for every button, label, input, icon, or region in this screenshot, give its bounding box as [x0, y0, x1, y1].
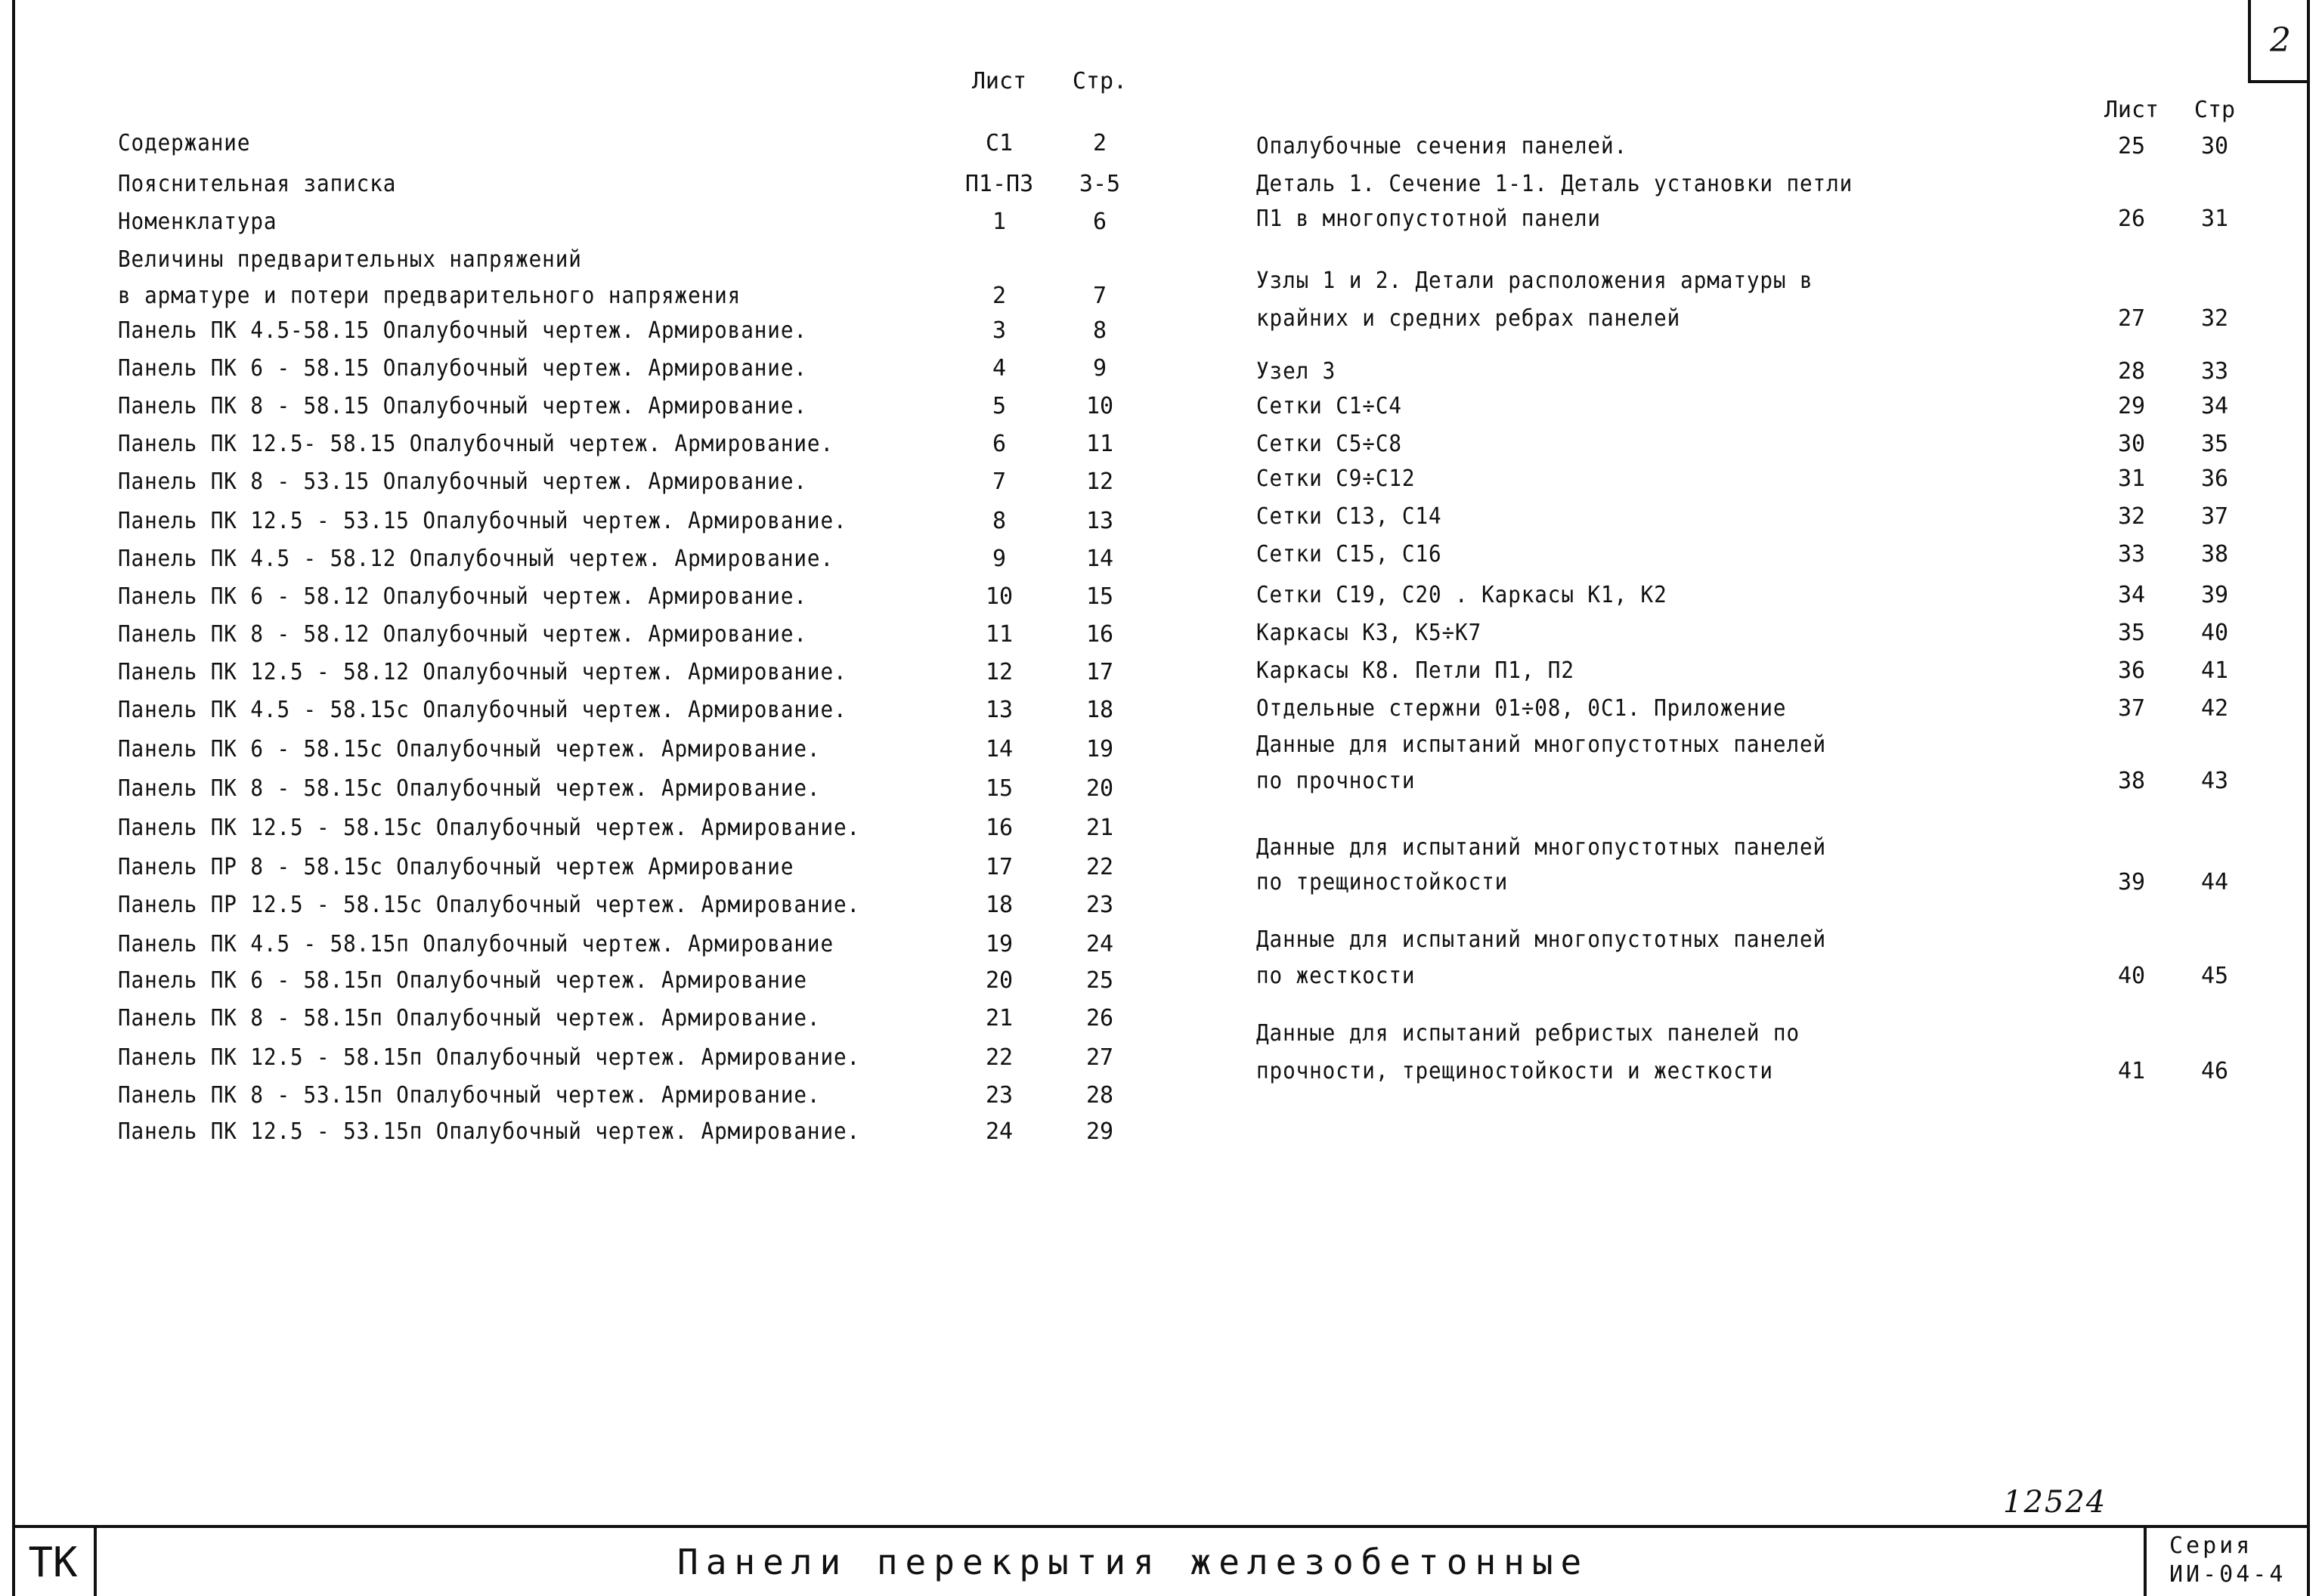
right-entry-text: Данные для испытаний ребристых панелей по: [1256, 1020, 1800, 1047]
right-entry-sheet: 26: [2117, 206, 2146, 232]
left-entry-page: 12: [1085, 469, 1114, 495]
right-entry-page: 42: [2200, 695, 2229, 722]
right-entry-sheet: 28: [2117, 358, 2146, 385]
left-entry-text: Панель ПК 12.5 - 58.15п Опалубочный чертеж. Армирование.: [118, 1044, 861, 1071]
stamp-number: 12524: [2003, 1485, 2107, 1520]
left-entry-page: 22: [1085, 854, 1114, 880]
left-entry-text: Панель ПК 4.5 - 58.15п Опалубочный чертеж. Армирование: [118, 931, 834, 957]
left-entry-sheet: П1-П3: [964, 171, 1034, 197]
left-entry-text: Панель ПК 8 - 58.15с Опалубочный чертеж. Армирование.: [118, 775, 821, 802]
right-entry-text: Сетки С19, С20 . Каркасы К1, К2: [1256, 582, 1667, 608]
right-entry-page: 33: [2200, 358, 2229, 385]
left-entry-text: Панель ПК 8 - 58.15п Опалубочный чертеж. Армирование.: [118, 1005, 821, 1032]
right-entry-page: 41: [2200, 657, 2229, 684]
right-entry-text: Данные для испытаний многопустотных панелей: [1256, 732, 1827, 758]
left-entry-page: 15: [1085, 583, 1114, 610]
left-entry-sheet: 17: [985, 854, 1014, 880]
left-entry-sheet: 10: [985, 583, 1014, 610]
left-entry-page: 18: [1085, 697, 1114, 723]
right-entry-page: 36: [2200, 466, 2229, 492]
title-block-code: ТК: [12, 1528, 97, 1596]
right-entry-text: Данные для испытаний многопустотных панелей: [1256, 834, 1827, 861]
right-entry-sheet: 31: [2117, 466, 2146, 492]
left-header-page: Стр.: [1072, 68, 1128, 94]
left-entry-page: 27: [1085, 1044, 1114, 1071]
series-value: ИИ-04-4: [2169, 1561, 2286, 1588]
right-entry-page: 35: [2200, 431, 2229, 457]
left-entry-sheet: 20: [985, 967, 1014, 994]
left-entry-text: Панель ПК 4.5 - 58.15с Опалубочный чертеж. Армирование.: [118, 697, 847, 723]
left-entry-text: Панель ПК 12.5 - 53.15п Опалубочный чертеж. Армирование.: [118, 1118, 861, 1145]
right-entry-sheet: 40: [2117, 963, 2146, 989]
right-entry-sheet: 34: [2117, 582, 2146, 608]
left-entry-text: Панель ПК 6 - 58.15с Опалубочный чертеж. Армирование.: [118, 736, 821, 762]
right-entry-sheet: 30: [2117, 431, 2146, 457]
left-entry-text: в арматуре и потери предварительного напряжения: [118, 283, 741, 309]
right-entry-page: 45: [2200, 963, 2229, 989]
left-entry-sheet: 21: [985, 1005, 1014, 1032]
right-entry-text: Сетки С9÷С12: [1256, 466, 1416, 492]
right-entry-text: Сетки С1÷С4: [1256, 393, 1402, 419]
right-entry-page: 30: [2200, 133, 2229, 159]
left-entry-text: Величины предварительных напряжений: [118, 246, 582, 273]
right-entry-text: по прочности: [1256, 768, 1416, 794]
left-entry-page: 28: [1085, 1082, 1114, 1109]
right-entry-text: Каркасы К8. Петли П1, П2: [1256, 657, 1574, 684]
right-entry-page: 34: [2200, 393, 2229, 419]
left-entry-text: Панель ПК 12.5 - 58.15с Опалубочный чертеж. Армирование.: [118, 815, 861, 841]
left-entry-page: 11: [1085, 431, 1114, 457]
left-entry-sheet: 9: [992, 546, 1007, 572]
right-entry-sheet: 37: [2117, 695, 2146, 722]
right-entry-page: 43: [2200, 768, 2229, 794]
right-entry-text: Узел 3: [1256, 358, 1336, 385]
right-entry-text: Отдельные стержни 01÷08, 0С1. Приложение: [1256, 695, 1787, 722]
left-entry-page: 26: [1085, 1005, 1114, 1032]
left-entry-page: 24: [1085, 931, 1114, 957]
right-entry-sheet: 36: [2117, 657, 2146, 684]
right-entry-page: 39: [2200, 582, 2229, 608]
left-entry-text: Номенклатура: [118, 209, 277, 235]
right-entry-sheet: 39: [2117, 869, 2146, 895]
right-entry-page: 44: [2200, 869, 2229, 895]
right-entry-page: 38: [2200, 541, 2229, 568]
left-entry-sheet: 22: [985, 1044, 1014, 1071]
left-entry-sheet: С1: [985, 130, 1014, 156]
left-entry-sheet: 3: [992, 317, 1007, 344]
right-entry-text: прочности, трещиностойкости и жесткости: [1256, 1058, 1773, 1084]
left-entry-page: 16: [1085, 621, 1114, 648]
left-entry-page: 8: [1092, 317, 1107, 344]
left-entry-text: Панель ПР 12.5 - 58.15с Опалубочный чертеж. Армирование.: [118, 892, 861, 918]
right-entry-page: 46: [2200, 1058, 2229, 1084]
left-entry-sheet: 2: [992, 283, 1007, 309]
left-entry-page: 21: [1085, 815, 1114, 841]
series-box: [2144, 1528, 2310, 1596]
right-entry-sheet: 35: [2117, 620, 2146, 646]
right-entry-text: П1 в многопустотной панели: [1256, 206, 1601, 232]
right-entry-text: Деталь 1. Сечение 1-1. Деталь установки петли: [1256, 171, 1853, 197]
right-entry-text: по жесткости: [1256, 963, 1416, 989]
left-entry-sheet: 4: [992, 355, 1007, 382]
left-entry-page: 25: [1085, 967, 1114, 994]
right-entry-sheet: 41: [2117, 1058, 2146, 1084]
left-entry-text: Содержание: [118, 130, 251, 156]
left-entry-sheet: 16: [985, 815, 1014, 841]
left-entry-page: 3-5: [1079, 171, 1121, 197]
right-entry-page: 37: [2200, 503, 2229, 530]
right-entry-page: 31: [2200, 206, 2229, 232]
left-entry-page: 19: [1085, 736, 1114, 762]
left-entry-sheet: 8: [992, 508, 1007, 534]
right-entry-page: 32: [2200, 305, 2229, 332]
left-entry-sheet: 5: [992, 393, 1007, 419]
left-entry-sheet: 15: [985, 775, 1014, 802]
right-entry-text: Опалубочные сечения панелей.: [1256, 133, 1628, 159]
right-entry-text: Сетки С5÷С8: [1256, 431, 1402, 457]
right-entry-sheet: 38: [2117, 768, 2146, 794]
left-entry-page: 2: [1092, 130, 1107, 156]
left-entry-text: Панель ПК 8 - 58.15 Опалубочный чертеж. Армирование.: [118, 393, 807, 419]
left-entry-page: 20: [1085, 775, 1114, 802]
left-entry-text: Панель ПК 8 - 58.12 Опалубочный чертеж. Армирование.: [118, 621, 807, 648]
right-header-sheet: Лист: [2104, 97, 2159, 123]
left-entry-text: Панель ПК 6 - 58.15 Опалубочный чертеж. Армирование.: [118, 355, 807, 382]
left-entry-text: Панель ПК 6 - 58.12 Опалубочный чертеж. Армирование.: [118, 583, 807, 610]
left-entry-text: Пояснительная записка: [118, 171, 397, 197]
left-entry-text: Панель ПК 4.5 - 58.12 Опалубочный чертеж. Армирование.: [118, 546, 834, 572]
left-entry-sheet: 24: [985, 1118, 1014, 1145]
left-entry-text: Панель ПК 6 - 58.15п Опалубочный чертеж. Армирование: [118, 967, 807, 994]
right-entry-text: Данные для испытаний многопустотных панелей: [1256, 926, 1827, 953]
right-entry-text: по трещиностойкости: [1256, 869, 1509, 895]
left-entry-page: 29: [1085, 1118, 1114, 1145]
left-entry-page: 14: [1085, 546, 1114, 572]
right-entry-sheet: 33: [2117, 541, 2146, 568]
left-entry-sheet: 1: [992, 209, 1007, 235]
title-block: [12, 1525, 2310, 1596]
right-entry-sheet: 32: [2117, 503, 2146, 530]
left-entry-text: Панель ПК 8 - 53.15п Опалубочный чертеж. Армирование.: [118, 1082, 821, 1109]
right-header-page: Стр: [2194, 97, 2236, 123]
right-entry-sheet: 27: [2117, 305, 2146, 332]
left-entry-sheet: 6: [992, 431, 1007, 457]
left-entry-page: 10: [1085, 393, 1114, 419]
left-entry-page: 17: [1085, 659, 1114, 685]
left-entry-text: Панель ПР 8 - 58.15с Опалубочный чертеж Армирование: [118, 854, 794, 880]
left-entry-text: Панель ПК 12.5 - 53.15 Опалубочный чертеж. Армирование.: [118, 508, 847, 534]
left-entry-sheet: 7: [992, 469, 1007, 495]
right-entry-page: 40: [2200, 620, 2229, 646]
series-label: Серия: [2169, 1533, 2253, 1559]
left-entry-text: Панель ПК 12.5 - 58.12 Опалубочный чертеж. Армирование.: [118, 659, 847, 685]
left-entry-text: Панель ПК 8 - 53.15 Опалубочный чертеж. Армирование.: [118, 469, 807, 495]
right-entry-text: Узлы 1 и 2. Детали расположения арматуры в: [1256, 268, 1813, 294]
right-entry-sheet: 29: [2117, 393, 2146, 419]
right-entry-text: Сетки С13, С14: [1256, 503, 1442, 530]
left-entry-sheet: 12: [985, 659, 1014, 685]
right-entry-text: Сетки С15, С16: [1256, 541, 1442, 568]
left-entry-sheet: 11: [985, 621, 1014, 648]
left-entry-sheet: 23: [985, 1082, 1014, 1109]
left-entry-page: 13: [1085, 508, 1114, 534]
left-entry-sheet: 19: [985, 931, 1014, 957]
left-entry-text: Панель ПК 4.5-58.15 Опалубочный чертеж. Армирование.: [118, 317, 807, 344]
left-entry-sheet: 13: [985, 697, 1014, 723]
left-entry-sheet: 18: [985, 892, 1014, 918]
left-entry-sheet: 14: [985, 736, 1014, 762]
right-entry-sheet: 25: [2117, 133, 2146, 159]
left-header-sheet: Лист: [971, 68, 1027, 94]
left-entry-text: Панель ПК 12.5- 58.15 Опалубочный чертеж. Армирование.: [118, 431, 834, 457]
page-number: 2: [2248, 0, 2310, 83]
left-entry-page: 7: [1092, 283, 1107, 309]
title-block-title: Панели перекрытия железобетонные: [677, 1542, 1590, 1582]
right-entry-text: крайних и средних ребрах панелей: [1256, 305, 1681, 332]
left-entry-page: 6: [1092, 209, 1107, 235]
left-entry-page: 23: [1085, 892, 1114, 918]
left-entry-page: 9: [1092, 355, 1107, 382]
right-entry-text: Каркасы К3, К5÷К7: [1256, 620, 1482, 646]
